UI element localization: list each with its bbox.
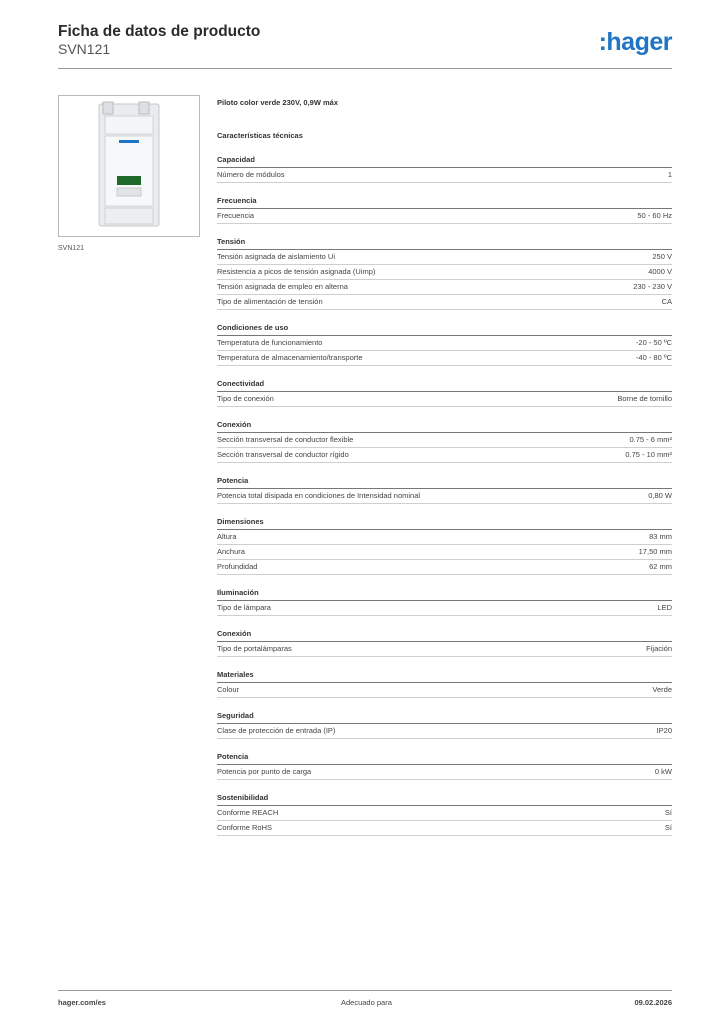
spec-sections	[217, 154, 672, 836]
spec-label: Temperatura de funcionamiento	[217, 338, 323, 347]
image-caption: SVN121	[58, 245, 85, 252]
hager-logo: :hager	[598, 28, 672, 56]
spec-row	[217, 530, 672, 545]
document-title: Ficha de datos de producto	[58, 23, 261, 40]
spec-row	[217, 351, 672, 366]
spec-value: Fijación	[646, 644, 672, 653]
spec-label: Frecuencia	[217, 211, 255, 220]
spec-row	[217, 168, 672, 183]
spec-label: Altura	[217, 532, 237, 541]
spec-row	[217, 806, 672, 821]
spec-section	[217, 669, 672, 698]
spec-row	[217, 683, 672, 698]
spec-row	[217, 642, 672, 657]
pilot-light-device-image	[59, 96, 199, 236]
spec-value: 83 mm	[649, 532, 672, 541]
document-header	[58, 22, 260, 58]
spec-value: 17,50 mm	[638, 547, 672, 556]
product-image	[58, 95, 200, 237]
spec-section-title: Potencia	[217, 751, 672, 765]
spec-label: Potencia por punto de carga	[217, 767, 312, 776]
spec-label: Conforme RoHS	[217, 823, 273, 832]
spec-label: Tipo de conexión	[217, 394, 274, 403]
product-code: SVN121	[58, 41, 111, 57]
spec-label: Tensión asignada de aislamiento Ui	[217, 252, 335, 261]
spec-value: 0,80 W	[648, 491, 672, 500]
technical-heading: Características técnicas	[217, 131, 303, 140]
spec-row	[217, 724, 672, 739]
spec-value: 230 - 230 V	[633, 282, 672, 291]
spec-value: Borne de tornillo	[617, 394, 672, 403]
spec-label: Conforme REACH	[217, 808, 279, 817]
spec-section-title: Potencia	[217, 475, 672, 489]
spec-section-title: Conexión	[217, 419, 672, 433]
spec-section-title: Dimensiones	[217, 516, 672, 530]
spec-section-title: Tensión	[217, 236, 672, 250]
spec-label: Anchura	[217, 547, 245, 556]
spec-value: 4000 V	[648, 267, 672, 276]
spec-label: Número de módulos	[217, 170, 285, 179]
spec-row	[217, 560, 672, 575]
spec-section-title: Condiciones de uso	[217, 322, 672, 336]
spec-section-title: Materiales	[217, 669, 672, 683]
spec-value: 0 kW	[654, 767, 672, 776]
spec-section	[217, 516, 672, 575]
spec-section	[217, 475, 672, 504]
spec-value: 1	[667, 170, 672, 179]
spec-row	[217, 433, 672, 448]
spec-row	[217, 280, 672, 295]
spec-label: Sección transversal de conductor flexible	[217, 435, 354, 444]
header-divider	[58, 68, 672, 69]
spec-value: Sí	[664, 808, 672, 817]
spec-section-title: Capacidad	[217, 154, 672, 168]
spec-section-title: Seguridad	[217, 710, 672, 724]
spec-value: LED	[657, 603, 672, 612]
spec-value: IP20	[656, 726, 672, 735]
spec-section	[217, 792, 672, 836]
spec-label: Tipo de alimentación de tensión	[217, 297, 323, 306]
spec-value: CA	[661, 297, 672, 306]
spec-section	[217, 195, 672, 224]
spec-label: Resistencia a picos de tensión asignada (Uimp)	[217, 267, 376, 276]
spec-section-title: Conexión	[217, 628, 672, 642]
spec-row	[217, 392, 672, 407]
footer-divider	[58, 990, 672, 991]
spec-value: 0.75 - 6 mm²	[629, 435, 672, 444]
spec-row	[217, 209, 672, 224]
spec-label: Potencia total disipada en condiciones de Intensidad nominal	[217, 491, 421, 500]
spec-row	[217, 336, 672, 351]
spec-label: Sección transversal de conductor rígido	[217, 450, 349, 459]
spec-section	[217, 154, 672, 183]
spec-value: 62 mm	[649, 562, 672, 571]
spec-section	[217, 710, 672, 739]
footer-date: 09.02.2026	[634, 998, 672, 1007]
spec-section	[217, 419, 672, 463]
spec-row	[217, 250, 672, 265]
spec-section-title: Iluminación	[217, 587, 672, 601]
spec-content	[217, 97, 672, 836]
spec-section-title: Frecuencia	[217, 195, 672, 209]
spec-section	[217, 322, 672, 366]
spec-value: 0.75 - 10 mm²	[625, 450, 672, 459]
spec-row	[217, 489, 672, 504]
spec-row	[217, 295, 672, 310]
footer-suitable-for: Adecuado para	[341, 998, 392, 1007]
spec-row	[217, 765, 672, 780]
spec-section	[217, 587, 672, 616]
product-description: Piloto color verde 230V, 0,9W máx	[217, 98, 339, 107]
spec-row	[217, 265, 672, 280]
spec-value: -20 - 50 ºC	[635, 338, 672, 347]
spec-label: Tipo de portalámparas	[217, 644, 292, 653]
spec-label: Temperatura de almacenamiento/transporte	[217, 353, 363, 362]
spec-label: Tipo de lámpara	[217, 603, 271, 612]
spec-section	[217, 628, 672, 657]
spec-value: -40 - 80 ºC	[635, 353, 672, 362]
spec-value: 250 V	[652, 252, 672, 261]
spec-label: Tensión asignada de empleo en alterna	[217, 282, 348, 291]
spec-section	[217, 378, 672, 407]
spec-row	[217, 545, 672, 560]
spec-value: 50 - 60 Hz	[637, 211, 672, 220]
spec-label: Colour	[217, 685, 240, 694]
spec-value: Verde	[652, 685, 672, 694]
spec-section-title: Conectividad	[217, 378, 672, 392]
spec-row	[217, 448, 672, 463]
footer-website: hager.com/es	[58, 998, 106, 1007]
spec-section-title: Sostenibilidad	[217, 792, 672, 806]
spec-row	[217, 601, 672, 616]
spec-label: Profundidad	[217, 562, 258, 571]
spec-row	[217, 821, 672, 836]
spec-value: Sí	[664, 823, 672, 832]
spec-section	[217, 236, 672, 310]
spec-section	[217, 751, 672, 780]
spec-label: Clase de protección de entrada (IP)	[217, 726, 336, 735]
